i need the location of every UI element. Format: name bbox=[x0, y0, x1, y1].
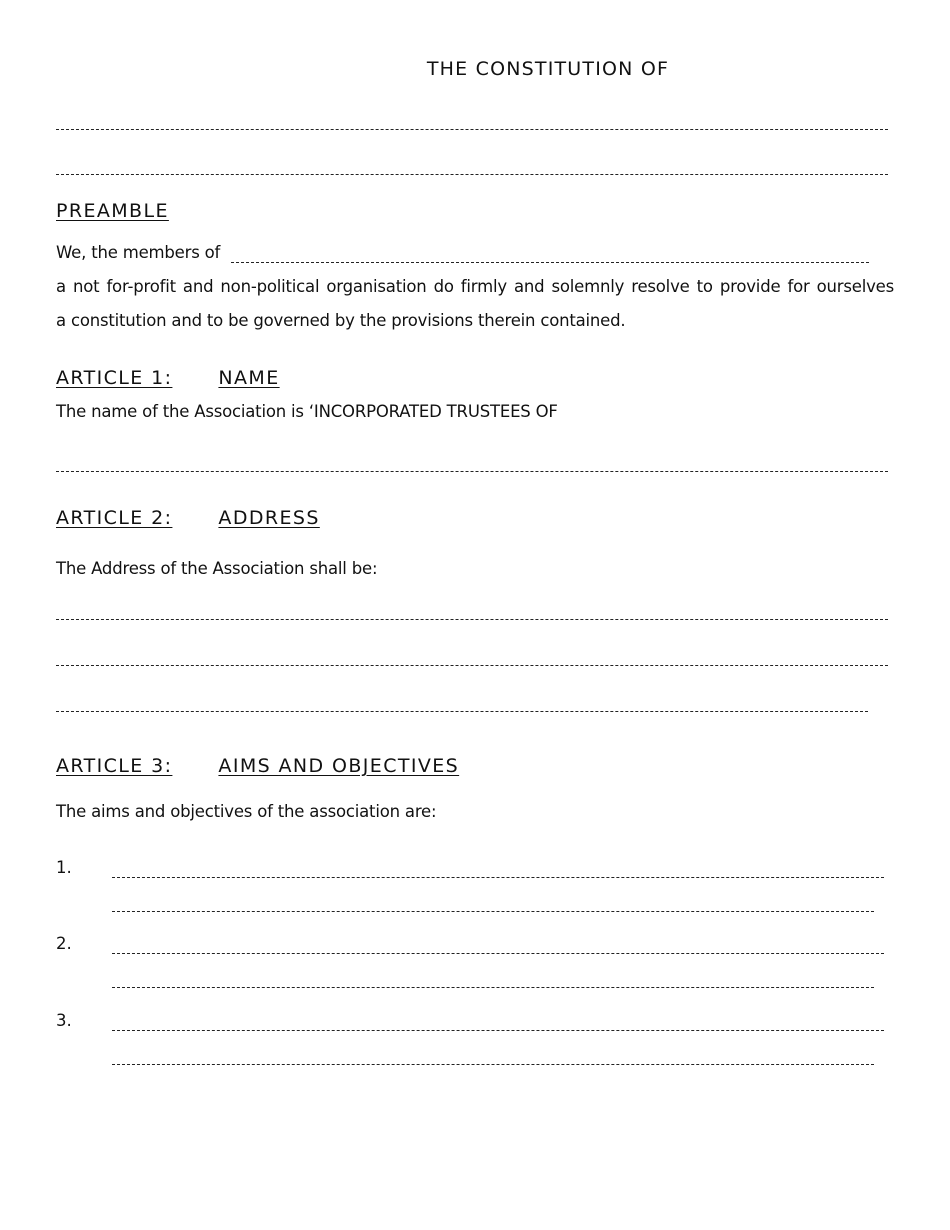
article-3-title: AIMS AND OBJECTIVES bbox=[218, 755, 460, 777]
document-title: THE CONSTITUTION OF bbox=[426, 58, 670, 80]
address-blank-line-2[interactable] bbox=[56, 665, 888, 666]
article-2-title: ADDRESS bbox=[218, 507, 320, 529]
objective-2-blank-line-2[interactable] bbox=[112, 987, 874, 988]
objective-1-blank-line-1[interactable] bbox=[112, 877, 884, 878]
article-1-label: ARTICLE 1: bbox=[56, 367, 173, 389]
article-3-text: The aims and objectives of the association are: bbox=[56, 802, 437, 821]
objective-3-blank-line-2[interactable] bbox=[112, 1064, 874, 1065]
objective-1-number: 1. bbox=[56, 858, 72, 877]
objective-3-number: 3. bbox=[56, 1011, 72, 1030]
article-1-text: The name of the Association is ‘INCORPORATED TRUSTEES OF bbox=[56, 402, 558, 421]
title-blank-line-1[interactable] bbox=[56, 129, 888, 130]
address-blank-line-1[interactable] bbox=[56, 619, 888, 620]
members-name-blank[interactable] bbox=[231, 262, 869, 263]
preamble-line-3: a constitution and to be governed by the provisions therein contained. bbox=[56, 311, 626, 330]
preamble-line-1: We, the members of bbox=[56, 243, 221, 262]
title-blank-line-2[interactable] bbox=[56, 174, 888, 175]
preamble-heading: PREAMBLE bbox=[56, 200, 169, 222]
article-1-heading bbox=[56, 367, 280, 389]
objective-2-blank-line-1[interactable] bbox=[112, 953, 884, 954]
preamble-line-2: a not for-profit and non-political organisation do firmly and solemnly resolve to provide for ourselves bbox=[56, 277, 894, 296]
association-name-blank[interactable] bbox=[56, 471, 888, 472]
article-3-label: ARTICLE 3: bbox=[56, 755, 173, 777]
article-3-heading bbox=[56, 755, 459, 777]
objective-2-number: 2. bbox=[56, 934, 72, 953]
article-2-text: The Address of the Association shall be: bbox=[56, 559, 378, 578]
article-2-heading bbox=[56, 507, 320, 529]
objective-3-blank-line-1[interactable] bbox=[112, 1030, 884, 1031]
article-1-title: NAME bbox=[218, 367, 280, 389]
objective-1-blank-line-2[interactable] bbox=[112, 911, 874, 912]
article-2-label: ARTICLE 2: bbox=[56, 507, 173, 529]
address-blank-line-3[interactable] bbox=[56, 711, 868, 712]
